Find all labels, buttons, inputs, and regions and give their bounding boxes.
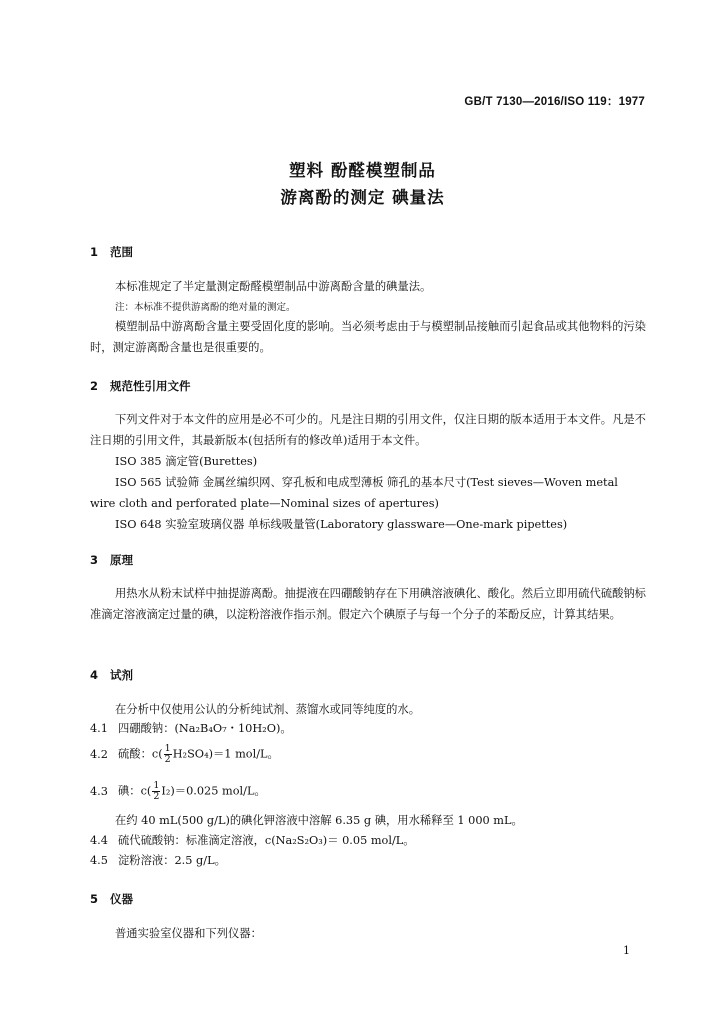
section-3-heading <box>90 552 133 568</box>
section-number: 1 <box>90 245 99 259</box>
reagent-4-5 <box>90 852 226 868</box>
section-title: 规范性引用文件 <box>110 379 191 393</box>
page-number: 1 <box>623 944 630 957</box>
section-1-para-2: 模塑制品中游离酚含量主要受固化度的影响。当必须考虑由于与模塑制品接触而引起食品或其他物料的污染时，测定游离酚含量也是很重要的。 <box>90 320 646 354</box>
reagent-4-2 <box>90 744 279 765</box>
reagent-4-3 <box>90 781 266 802</box>
section-3-para-1: 用热水从粉末试样中抽提游离酚。抽提液在四硼酸钠存在下用碘溶液碘化、酸化。然后立即用硫代硫酸钠标准滴定溶液滴定过量的碘，以淀粉溶液作指示剂。假定六个碘原子与每一个分子的苯酚反应，计算其结果。 <box>90 587 646 621</box>
reagent-4-1 <box>90 720 292 736</box>
clause-number: 4.1 <box>90 722 108 735</box>
reagent-text-post: I₂)＝0.025 mol/L。 <box>161 784 266 798</box>
fraction-numerator: 1 <box>164 743 171 754</box>
section-2-heading <box>90 378 191 394</box>
fraction <box>152 781 160 802</box>
section-number: 4 <box>90 668 99 682</box>
reagent-4-4 <box>90 832 415 848</box>
section-title: 仪器 <box>110 892 133 906</box>
clause-number: 4.4 <box>90 834 108 847</box>
section-4-para-1: 在分析中仅使用公认的分析纯试剂、蒸馏水或同等纯度的水。 <box>115 703 421 716</box>
reagent-text-pre: 碘：c( <box>118 784 152 798</box>
reagent-4-3-note: 在约 40 mL(500 g/L)的碘化钾溶液中溶解 6.35 g 碘，用水稀释至 1 000 mL。 <box>115 814 523 827</box>
section-1-para-1: 本标准规定了半定量测定酚醛模塑制品中游离酚含量的碘量法。 <box>115 280 432 293</box>
section-4-heading <box>90 667 133 683</box>
section-number: 2 <box>90 379 99 393</box>
section-5-heading <box>90 891 133 907</box>
section-number: 5 <box>90 892 99 906</box>
section-2-para-1: 下列文件对于本文件的应用是必不可少的。凡是注日期的引用文件，仅注日期的版本适用于本文件。凡是不注日期的引用文件，其最新版本(包括所有的修改单)适用于本文件。 <box>90 413 646 447</box>
section-number: 3 <box>90 553 99 567</box>
reagent-text-post: H₂SO₄)＝1 mol/L。 <box>172 747 279 761</box>
reference-iso-565: ISO 565 试验筛 金属丝编织网、穿孔板和电成型薄板 筛孔的基本尺寸(Test sieves—Woven metal wire cloth and perforated plate—Nominal sizes of apertures) <box>90 476 618 510</box>
document-title-line1: 塑料 酚醛模塑制品 <box>289 161 436 180</box>
standard-number: GB/T 7130—2016/ISO 119：1977 <box>464 96 645 108</box>
section-title: 范围 <box>110 245 133 259</box>
reagent-text: 淀粉溶液：2.5 g/L。 <box>118 854 226 867</box>
clause-number: 4.5 <box>90 854 108 867</box>
document-title-line2: 游离酚的测定 碘量法 <box>280 188 445 207</box>
fraction-denominator: 2 <box>153 791 160 802</box>
fraction-numerator: 1 <box>153 780 160 791</box>
reagent-text-pre: 硫酸：c( <box>118 747 163 761</box>
section-title: 试剂 <box>110 668 133 682</box>
fraction <box>164 744 172 765</box>
section-title: 原理 <box>110 553 133 567</box>
fraction-denominator: 2 <box>164 754 171 765</box>
section-1-heading <box>90 244 133 260</box>
reagent-text: 硫代硫酸钠：标准滴定溶液，c(Na₂S₂O₃)＝ 0.05 mol/L。 <box>118 834 415 847</box>
reference-iso-385: ISO 385 滴定管(Burettes) <box>115 455 258 468</box>
clause-number: 4.2 <box>90 747 108 761</box>
reference-iso-648: ISO 648 实验室玻璃仪器 单标线吸量管(Laboratory glassware—One-mark pipettes) <box>115 518 568 531</box>
section-1-note: 注：本标准不提供游离酚的绝对量的测定。 <box>115 302 296 313</box>
clause-number: 4.3 <box>90 784 108 798</box>
section-5-para-1: 普通实验室仪器和下列仪器： <box>115 927 262 940</box>
reagent-text: 四硼酸钠：(Na₂B₄O₇・10H₂O)。 <box>118 722 292 735</box>
